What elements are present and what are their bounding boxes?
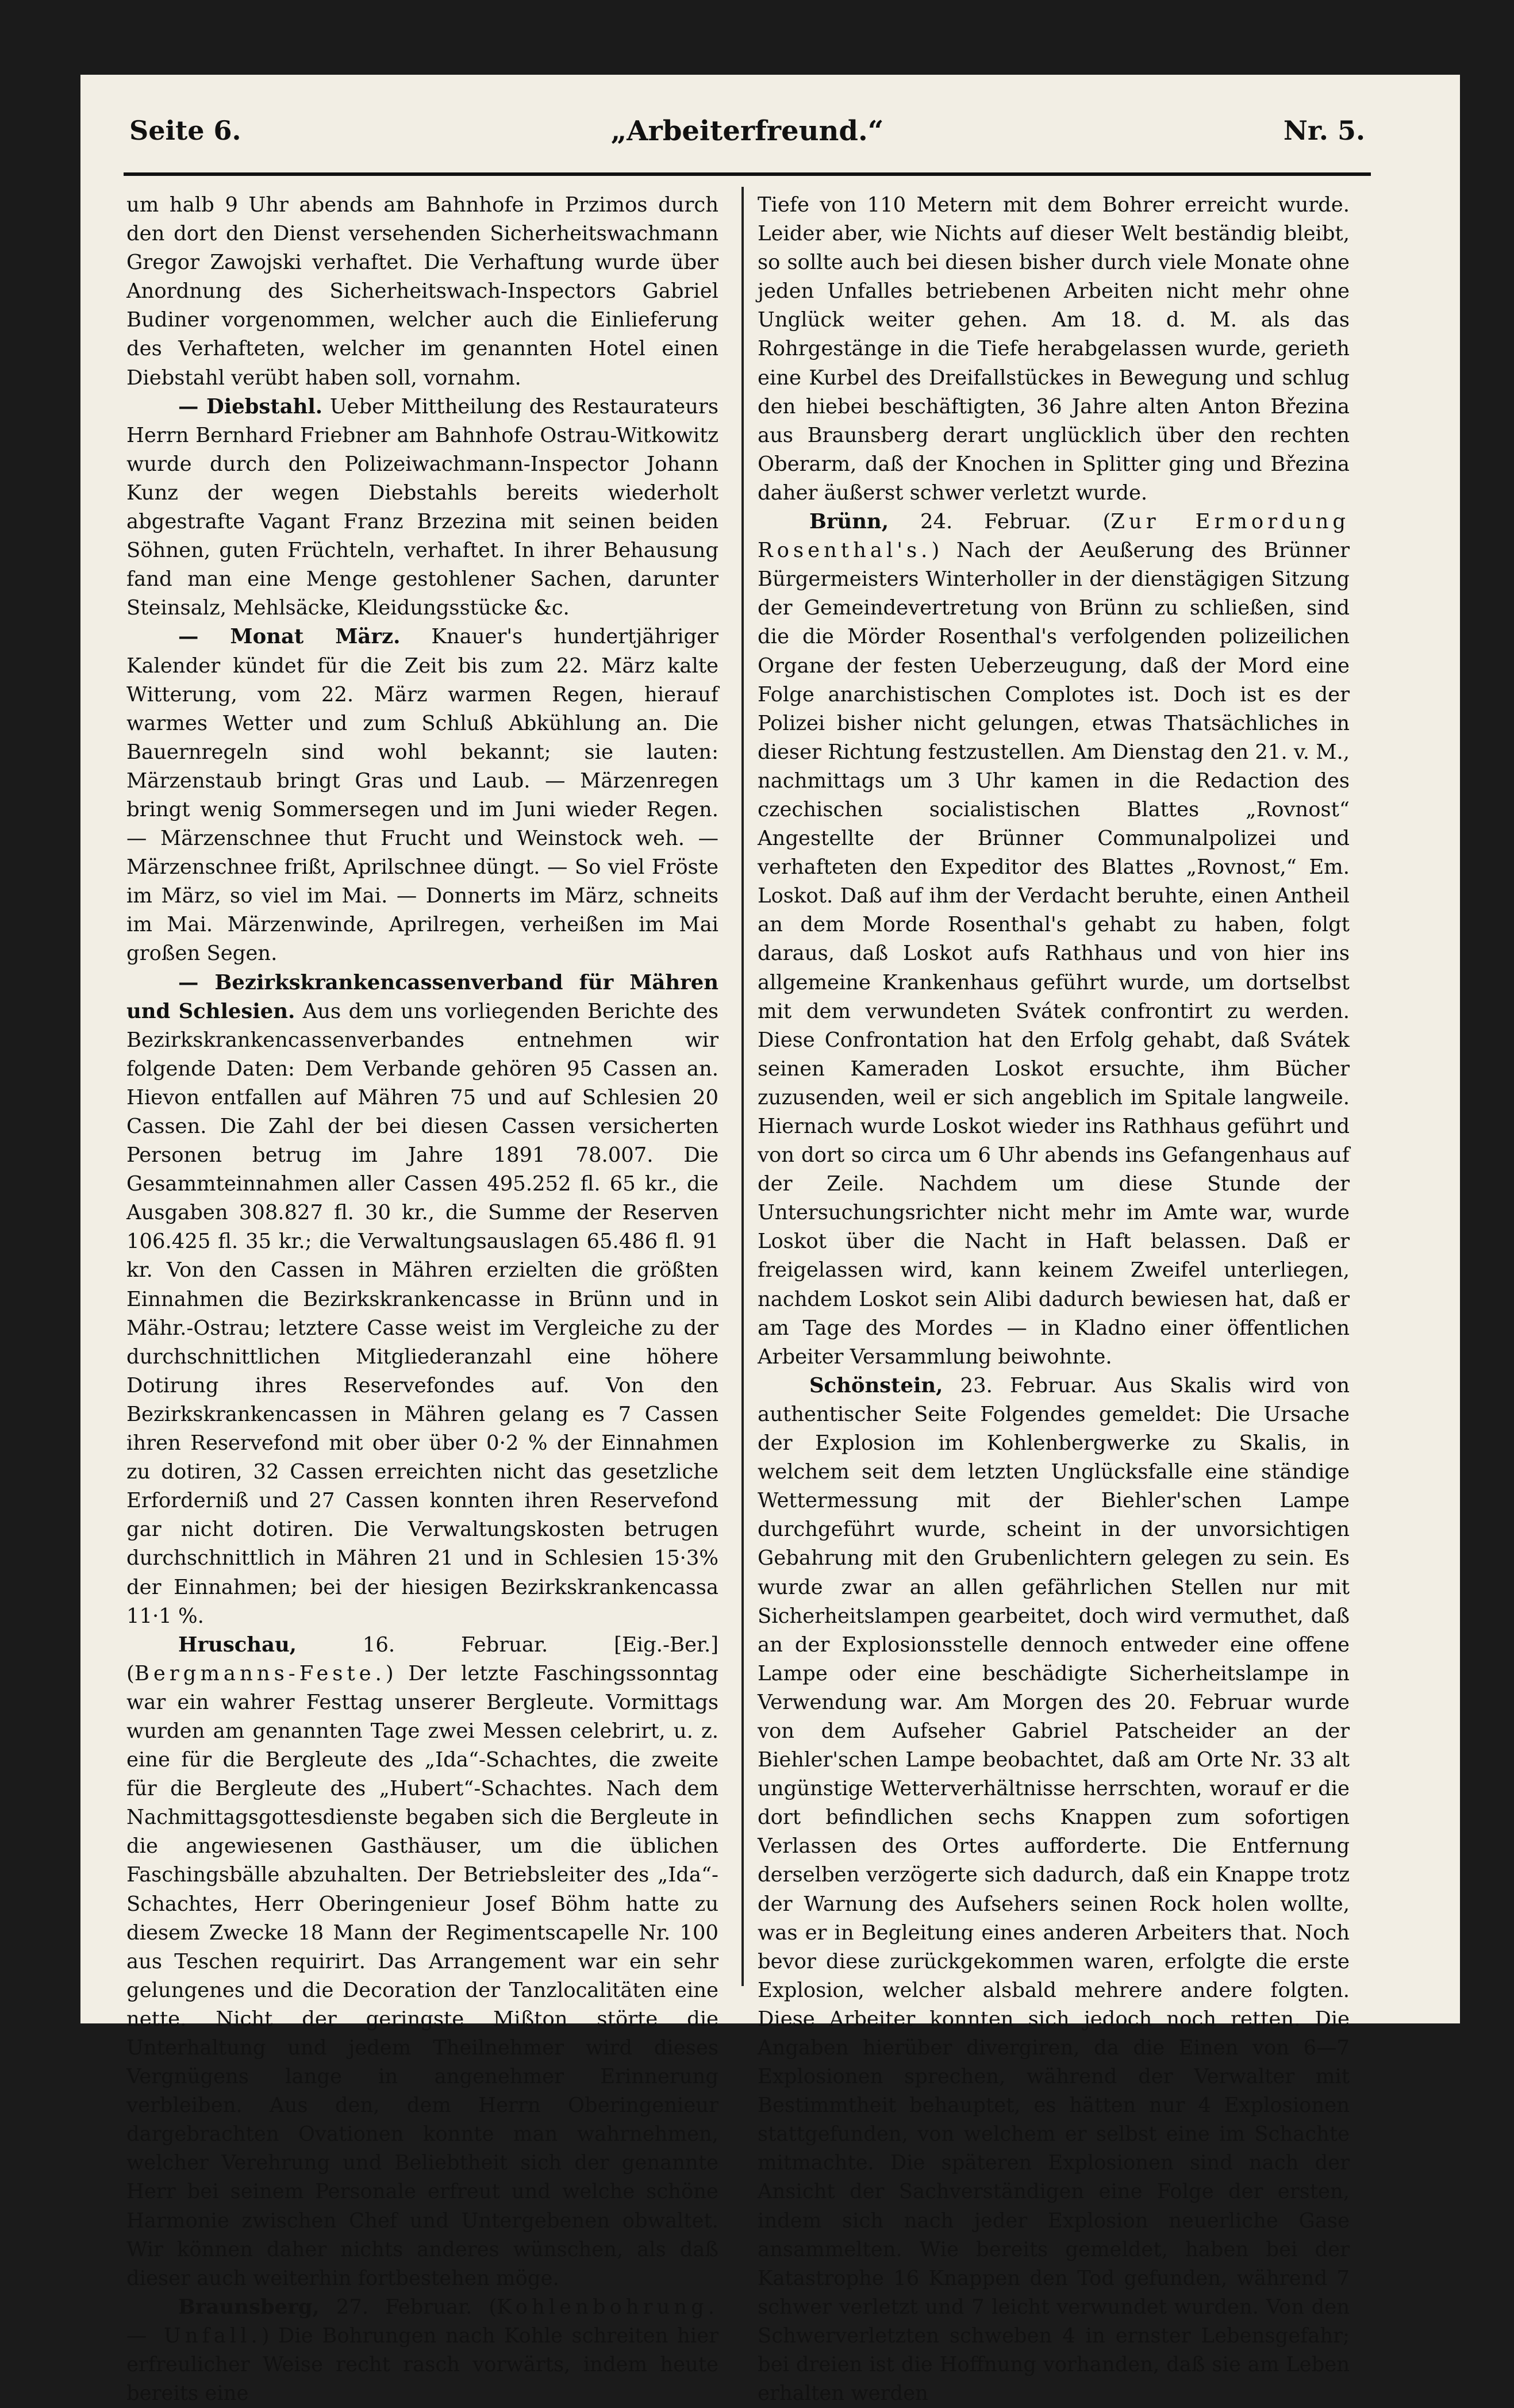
article-paragraph: Tiefe von 110 Metern mit dem Bohrer erreicht wurde. Leider aber, wie Nichts auf dieser Welt beständig bleibt, so sollte auch bei diesen bisher durch viele Monate ohne jeden Unfalles betriebenen Arbeiten nicht mehr ohne Unglück weiter gehen. Am 18. d. M. als das Rohrgestänge in die Tiefe herabgelassen wurde, gerieth eine Kurbel des Dreifallstückes in Bewegung und schlug den hiebei beschäftigten, 36 Jahre alten Anton Březina aus Braunsberg derart unglücklich über den rechten Oberarm, daß der Knochen in Splitter ging und Březina daher äußerst schwer verletzt wurde. xyxy=(758,193,1350,505)
article-body: 23. Februar. Aus Skalis wird von authentischer Seite Folgendes gemeldet: Die Ursache der Explosion im Kohlenbergwerke zu Skalis, in welchem seit dem letzten Unglücksfalle eine ständige Wettermessung mit der Biehler'schen Lampe durchgeführt wurde, scheint in der unvorsichtigen Gebahrung mit den Grubenlichtern gelegen zu sein. Es wurde zwar an allen gefährlichen Stellen nur mit Sicherheitslampen gearbeitet, doch wird vermuthet, daß an der Explosionsstelle dennoch entweder eine offene Lampe oder eine beschädigte Sicherheitslampe in Verwendung war. Am Morgen des 20. Februar wurde von dem Aufseher Gabriel Patscheider an der Biehler'schen Lampe beobachtet, daß am Orte Nr. 33 alt ungünstige Wetterverhältnisse herrschten, worauf er die dort befindlichen sechs Knappen zum sofortigen Verlassen des Ortes aufforderte. Die Entfernung derselben verzögerte sich dadurch, daß ein Knappe trotz der Warnung des Aufsehers seinen Rock holen wollte, was er in Begleitung eines anderen Arbeiters that. Noch bevor diese zurückgekommen waren, erfolgte die erste Explosion, welcher alsbald mehrere andere folgten. Diese Arbeiter konnten sich jedoch noch retten. Die Angaben hierüber divergiren, da die Einen von 6—7 Explosionen sprechen, während der Verwalter mit Bestimmtheit behauptet, es hätten nur 4 Explosionen stattgefunden, von welchem er selbst eine im Schachte mitmachte. Die späteren Explosionen sind nach der Ansicht der Sachverständigen eine Folge der ersten, indem sich nach jeder Explosion neuerliche Gase ansammelten. Wie bereits gemeldet, haben bei der Katastrophe 16 Knappen den Tod gefunden, während 7 schwer verletzt und 7 leicht verwundet wurden. Von den Schwerverletzten schweben 4 in ernster Lebensgefahr; bei dreien ist die Hoffnung vorhanden, daß sie am Leben erhalten werden xyxy=(758,1373,1350,2406)
article-bezirkskrankencassenverband xyxy=(126,969,718,1631)
article-heading: — Diebstahl. xyxy=(178,394,323,418)
article-body: Aus dem uns vorliegenden Berichte des Bezirkskrankencassenverbandes entnehmen wir folgende Daten: Dem Verbande gehören 95 Cassen an. Hievon entfallen auf Mähren 75 und auf Schlesien 20 Cassen. Die Zahl der bei diesen Cassen versicherten Personen betrug im Jahre 1891 78.007. Die Gesammteinnahmen aller Cassen 495.252 fl. 65 kr., die Ausgaben 308.827 fl. 30 kr., die Summe der Reserven 106.425 fl. 35 kr.; die Verwaltungsauslagen 65.486 fl. 91 kr. Von den Cassen in Mähren erzielten die größten Einnahmen die Bezirkskrankencasse in Brünn und in Mähr.-Ostrau; letztere Casse weist im Vergleiche zu der durchschnittlichen Mitgliederanzahl eine höhere Dotirung ihres Reservefondes auf. Von den Bezirkskrankencassen in Mähren gelang es 7 Cassen ihren Reservefond mit ober über 0·2 % der Einnahmen zu dotiren, 32 Cassen erreichten nicht das gesetzliche Erforderniß und 27 Cassen konnten ihren Reservefond gar nicht dotiren. Die Verwaltungskosten betrugen durchschnittlich in Mähren 21 und in Schlesien 15·3% der Einnahmen; bei der hiesigen Bezirkskrankencassa 11·1 %. xyxy=(126,999,719,1628)
article-braunsberg xyxy=(126,2293,718,2408)
article-body: ) Die Bohrungen nach Kohle schreiten hier erfreulicher Weise recht rasch vorwärts, indem heute bereits eine xyxy=(126,2323,718,2406)
article-subheading: Bergmanns-Feste. xyxy=(134,1661,386,1685)
article-body: 16. Februar. [Eig.-Ber.] ( xyxy=(126,1633,718,1685)
left-column xyxy=(126,191,718,2408)
article-bruenn xyxy=(758,508,1350,1372)
article-body: Knauer's hundertjähriger Kalender kündet für die Zeit bis zum 22. März kalte Witterung, vom 22. März warmen Regen, hierauf warmes Wetter und zum Schluß Abkühlung an. Die Bauernregeln sind wohl bekannt; sie lauten: Märzenstaub bringt Gras und Laub. — Märzenregen bringt wenig Sommersegen und im Juni wieder Regen. — Märzenschnee thut Frucht und Weinstock weh. — Märzenschnee frißt, Aprilschnee düngt. — So viel Fröste im März, so viel im Mai. — Donnerts im März, schneits im Mai. Märzenwinde, Aprilregen, verheißen im Mai großen Segen. xyxy=(126,625,718,966)
column-divider xyxy=(741,187,744,1986)
article-schoenstein xyxy=(758,1372,1350,2408)
article-subheading: Kohlenbohrung. — Unfall. xyxy=(126,2295,718,2348)
article-hruschau xyxy=(126,1631,718,2293)
header-rule xyxy=(124,172,1371,176)
publication-title: „Arbeiterfreund.“ xyxy=(610,115,884,147)
article-diebstahl xyxy=(126,393,718,623)
page-number: Seite 6. xyxy=(129,115,241,146)
article-body: ) Nach der Aeußerung des Brünner Bürgermeisters Winterholler in der dienstägigen Sitzung der Gemeindevertretung von Brünn zu schließen, sind die die Mörder Rosenthal's verfolgenden polizeilichen Organe der festen Ueberzeugung, daß der Mord eine Folge anarchistischen Complotes ist. Doch ist es der Polizei bisher nicht gelungen, etwas Thatsächliches in dieser Richtung festzustellen. Am Dienstag den 21. v. M., nachmittags um 3 Uhr kamen in die Redaction des czechischen socialistischen Blattes „Rovnost“ Angestellte der Brünner Communalpolizei und verhafteten den Expeditor des Blattes „Rovnost,“ Em. Loskot. Daß auf ihm der Verdacht beruhte, einen Antheil an dem Morde Rosenthal's gehabt zu haben, folgt daraus, daß Loskot aufs Rathhaus und von hier ins allgemeine Krankenhaus geführt wurde, um dortselbst mit dem verwundeten Svátek confrontirt zu werden. Diese Confrontation hat den Erfolg gehabt, daß Svátek seinen Kameraden Loskot ersuchte, ihm Bücher zuzusenden, weil er sich angeblich im Spitale langweile. Hiernach wurde Loskot wieder ins Rathhaus geführt und von dort so circa um 6 Uhr abends ins Gefangenhaus auf der Zeile. Nachdem um diese Stunde der Untersuchungsrichter nicht mehr im Amte war, wurde Loskot über die Nacht in Haft belassen. Daß er freigelassen wird, kann keinem Zweifel unterliegen, nachdem Loskot sein Alibi dadurch bewiesen hat, daß er am Tage des Mordes — in Kladno einer öffentlichen Arbeiter Versammlung beiwohnte. xyxy=(758,539,1350,1369)
article-heading: Braunsberg, xyxy=(178,2295,320,2319)
article-body: 27. Februar. ( xyxy=(319,2295,497,2319)
issue-number: Nr. 5. xyxy=(1283,115,1365,146)
article-body: Ueber Mittheilung des Restaurateurs Herrn Bernhard Friebner am Bahnhofe Ostrau-Witkowitz wurde durch den Polizeiwachmann-Inspector Johann Kunz der wegen Diebstahls bereits wiederholt abgestrafte Vagant Franz Brzezina mit seinen beiden Söhnen, guten Früchteln, verhaftet. In ihrer Behausung fand man eine Menge gestohlener Sachen, darunter Steinsalz, Mehlsäcke, Kleidungsstücke &c. xyxy=(126,394,719,620)
right-column xyxy=(758,191,1350,2408)
article-body: ) Der letzte Faschingssonntag war ein wahrer Festtag unserer Bergleute. Vormittags wurden am genannten Tage zwei Messen celebrirt, u. z. eine für die Bergleute des „Ida“-Schachtes, die zweite für die Bergleute des „Hubert“-Schachtes. Nach dem Nachmittagsgottesdienste begaben sich die Bergleute in die angewiesenen Gasthäuser, um die üblichen Faschingsbälle abzuhalten. Der Betriebsleiter des „Ida“-Schachtes, Herr Oberingenieur Josef Böhm hatte zu diesem Zwecke 18 Mann der Regimentscapelle Nr. 100 aus Teschen requirirt. Das Arrangement war ein sehr gelungenes und die Decoration der Tanzlocalitäten eine nette. Nicht der geringste Mißton störte die Unterhaltung und jedem Theilnehmer wird dieses Vergnügens lange in angenehmer Erinnerung verbleiben. Aus den, dem Herrn Oberingenieur dargebrachten Ovationen konnte man wahrnehmen, welcher Verehrung und Beliebtheit sich der genannte Herr bei seinem Personale erfreut und welche schöne Harmonie zwischen Chef und Untergebenen obwaltet. Wir können daher nichts anderes wünschen, als daß dieser auch weiterhin fortbestehen möge. xyxy=(126,1661,718,2290)
article-heading: Brünn, xyxy=(809,510,889,534)
page-header xyxy=(129,115,1365,167)
article-heading: Schönstein, xyxy=(809,1373,943,1397)
article-monat-maerz xyxy=(126,623,718,968)
article-heading: — Monat März. xyxy=(178,625,401,649)
article-heading: Hruschau, xyxy=(178,1633,297,1657)
article-paragraph: um halb 9 Uhr abends am Bahnhofe in Przimos durch den dort den Dienst versehenden Sicherheitswachmann Gregor Zawojski verhaftet. Die Verhaftung wurde über Anordnung des Sicherheitswach-Inspectors Gabriel Budiner vorgenommen, welcher auch die Einlieferung des Verhafteten, welcher im genannten Hotel einen Diebstahl verübt haben soll, vornahm. xyxy=(126,193,718,390)
article-heading: — Bezirkskrankencassenverband für Mähren und Schlesien. xyxy=(126,970,718,1023)
article-subheading: Zur Ermordung Rosenthal's. xyxy=(758,510,1350,563)
article-body: 24. Februar. ( xyxy=(889,510,1111,534)
